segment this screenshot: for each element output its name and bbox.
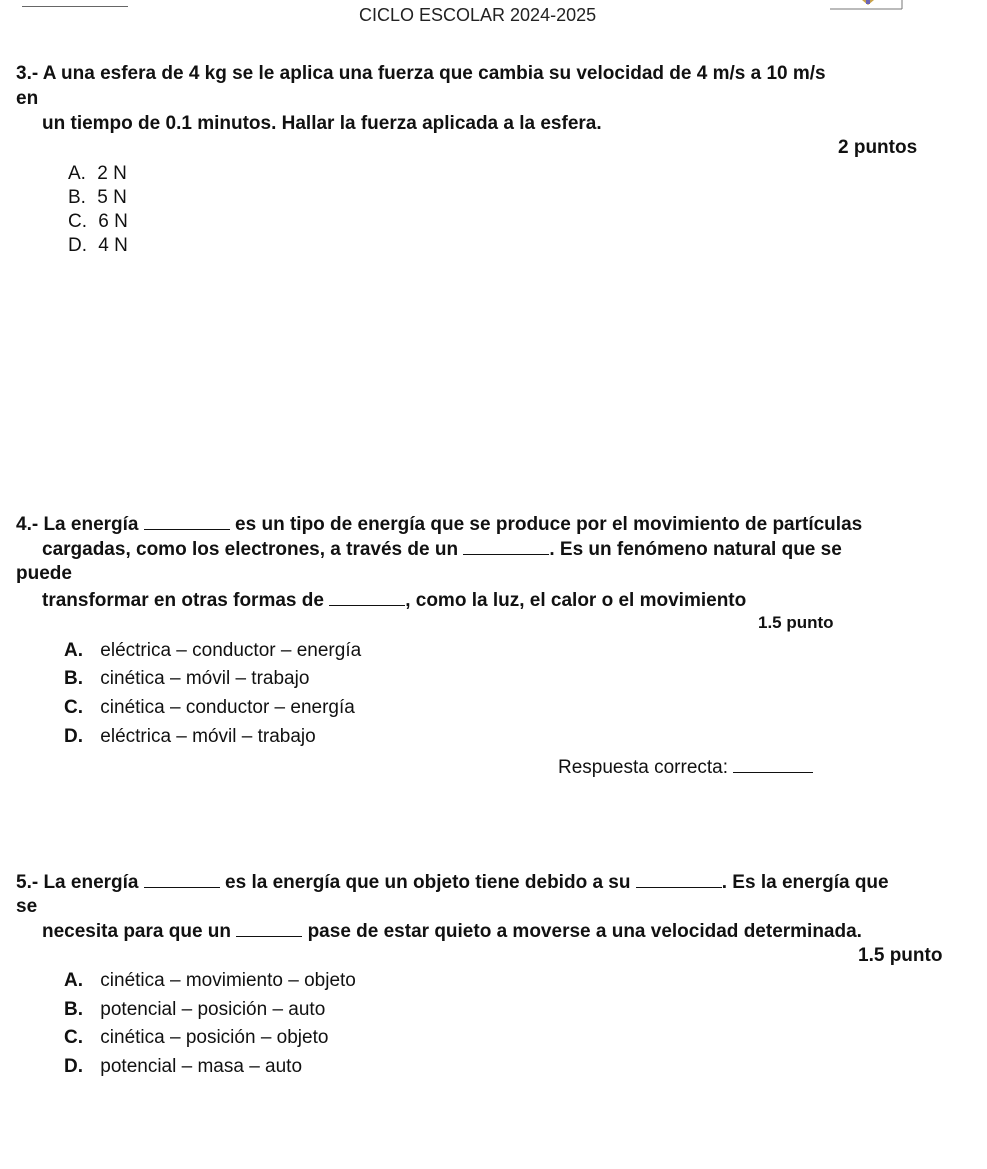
header-left-border (22, 6, 128, 7)
blank-2[interactable] (463, 538, 549, 555)
option-text: 5 N (97, 187, 127, 208)
option-text: cinética – posición – objeto (100, 1027, 329, 1048)
question-3-line-1-wrap: en (16, 88, 39, 109)
option-text: potencial – posición – auto (100, 999, 326, 1020)
question-4-line-3: transformar en otras formas de , como la luz, el calor o el movimiento (42, 590, 747, 611)
option-text: potencial – masa – auto (100, 1056, 303, 1077)
page-header-title: CICLO ESCOLAR 2024-2025 (359, 5, 597, 25)
option-letter: D. (64, 726, 83, 747)
option-4a[interactable] (64, 640, 361, 662)
option-letter: B. (64, 999, 83, 1020)
option-letter: D. (64, 1056, 83, 1077)
question-4-line-2: cargadas, como los electrones, a través de un . Es un fenómeno natural que se (42, 539, 842, 560)
option-text: eléctrica – conductor – energía (100, 640, 362, 661)
option-5b[interactable] (64, 999, 325, 1021)
question-3-line-2: un tiempo de 0.1 minutos. Hallar la fuerza aplicada a la esfera. (42, 113, 602, 134)
option-text: 4 N (98, 235, 128, 256)
option-letter: B. (64, 668, 83, 689)
question-4-line-1: 4.- La energía es un tipo de energía que se produce por el movimiento de partículas (16, 514, 863, 535)
option-letter: C. (64, 697, 83, 718)
option-3a[interactable] (68, 163, 127, 185)
answer-line (558, 756, 813, 779)
option-text: 6 N (98, 211, 128, 232)
school-logo-fragment (828, 0, 908, 12)
option-4b[interactable] (64, 668, 309, 690)
option-text: 2 N (97, 163, 127, 184)
option-4d[interactable] (64, 726, 316, 748)
question-4-points: 1.5 punto (758, 613, 834, 632)
option-letter: A. (64, 640, 83, 661)
blank-1[interactable] (144, 513, 230, 530)
question-5-points: 1.5 punto (858, 945, 943, 966)
option-3d[interactable] (68, 235, 128, 257)
option-text: eléctrica – móvil – trabajo (100, 726, 316, 747)
option-text: cinética – móvil – trabajo (100, 668, 310, 689)
option-letter: B. (68, 187, 86, 208)
question-5-line-2: necesita para que un pase de estar quieto a moverse a una velocidad determinada. (42, 921, 862, 942)
option-3b[interactable] (68, 187, 127, 209)
option-text: cinética – conductor – energía (100, 697, 355, 718)
option-5a[interactable] (64, 970, 356, 992)
question-5-line-1-wrap: se (16, 896, 38, 917)
question-3-line-1: 3.- A una esfera de 4 kg se le aplica una fuerza que cambia su velocidad de 4 m/s a 10 m/s (16, 63, 826, 84)
option-4c[interactable] (64, 697, 355, 719)
answer-blank[interactable] (733, 756, 813, 773)
question-3-points: 2 puntos (838, 137, 918, 158)
option-text: cinética – movimiento – objeto (100, 970, 356, 991)
option-letter: C. (64, 1027, 83, 1048)
blank-2[interactable] (636, 871, 722, 888)
option-3c[interactable] (68, 211, 128, 233)
blank-3[interactable] (329, 589, 405, 606)
option-letter: C. (68, 211, 87, 232)
question-4-line-2-wrap: puede (16, 563, 72, 584)
option-letter: A. (64, 970, 83, 991)
blank-3[interactable] (236, 920, 302, 937)
question-5-line-1: 5.- La energía es la energía que un objeto tiene debido a su . Es la energía que (16, 872, 889, 893)
blank-1[interactable] (144, 871, 220, 888)
option-5d[interactable] (64, 1056, 302, 1078)
option-letter: A. (68, 163, 86, 184)
answer-label: Respuesta correcta: (558, 757, 734, 778)
option-5c[interactable] (64, 1027, 328, 1049)
option-letter: D. (68, 235, 87, 256)
